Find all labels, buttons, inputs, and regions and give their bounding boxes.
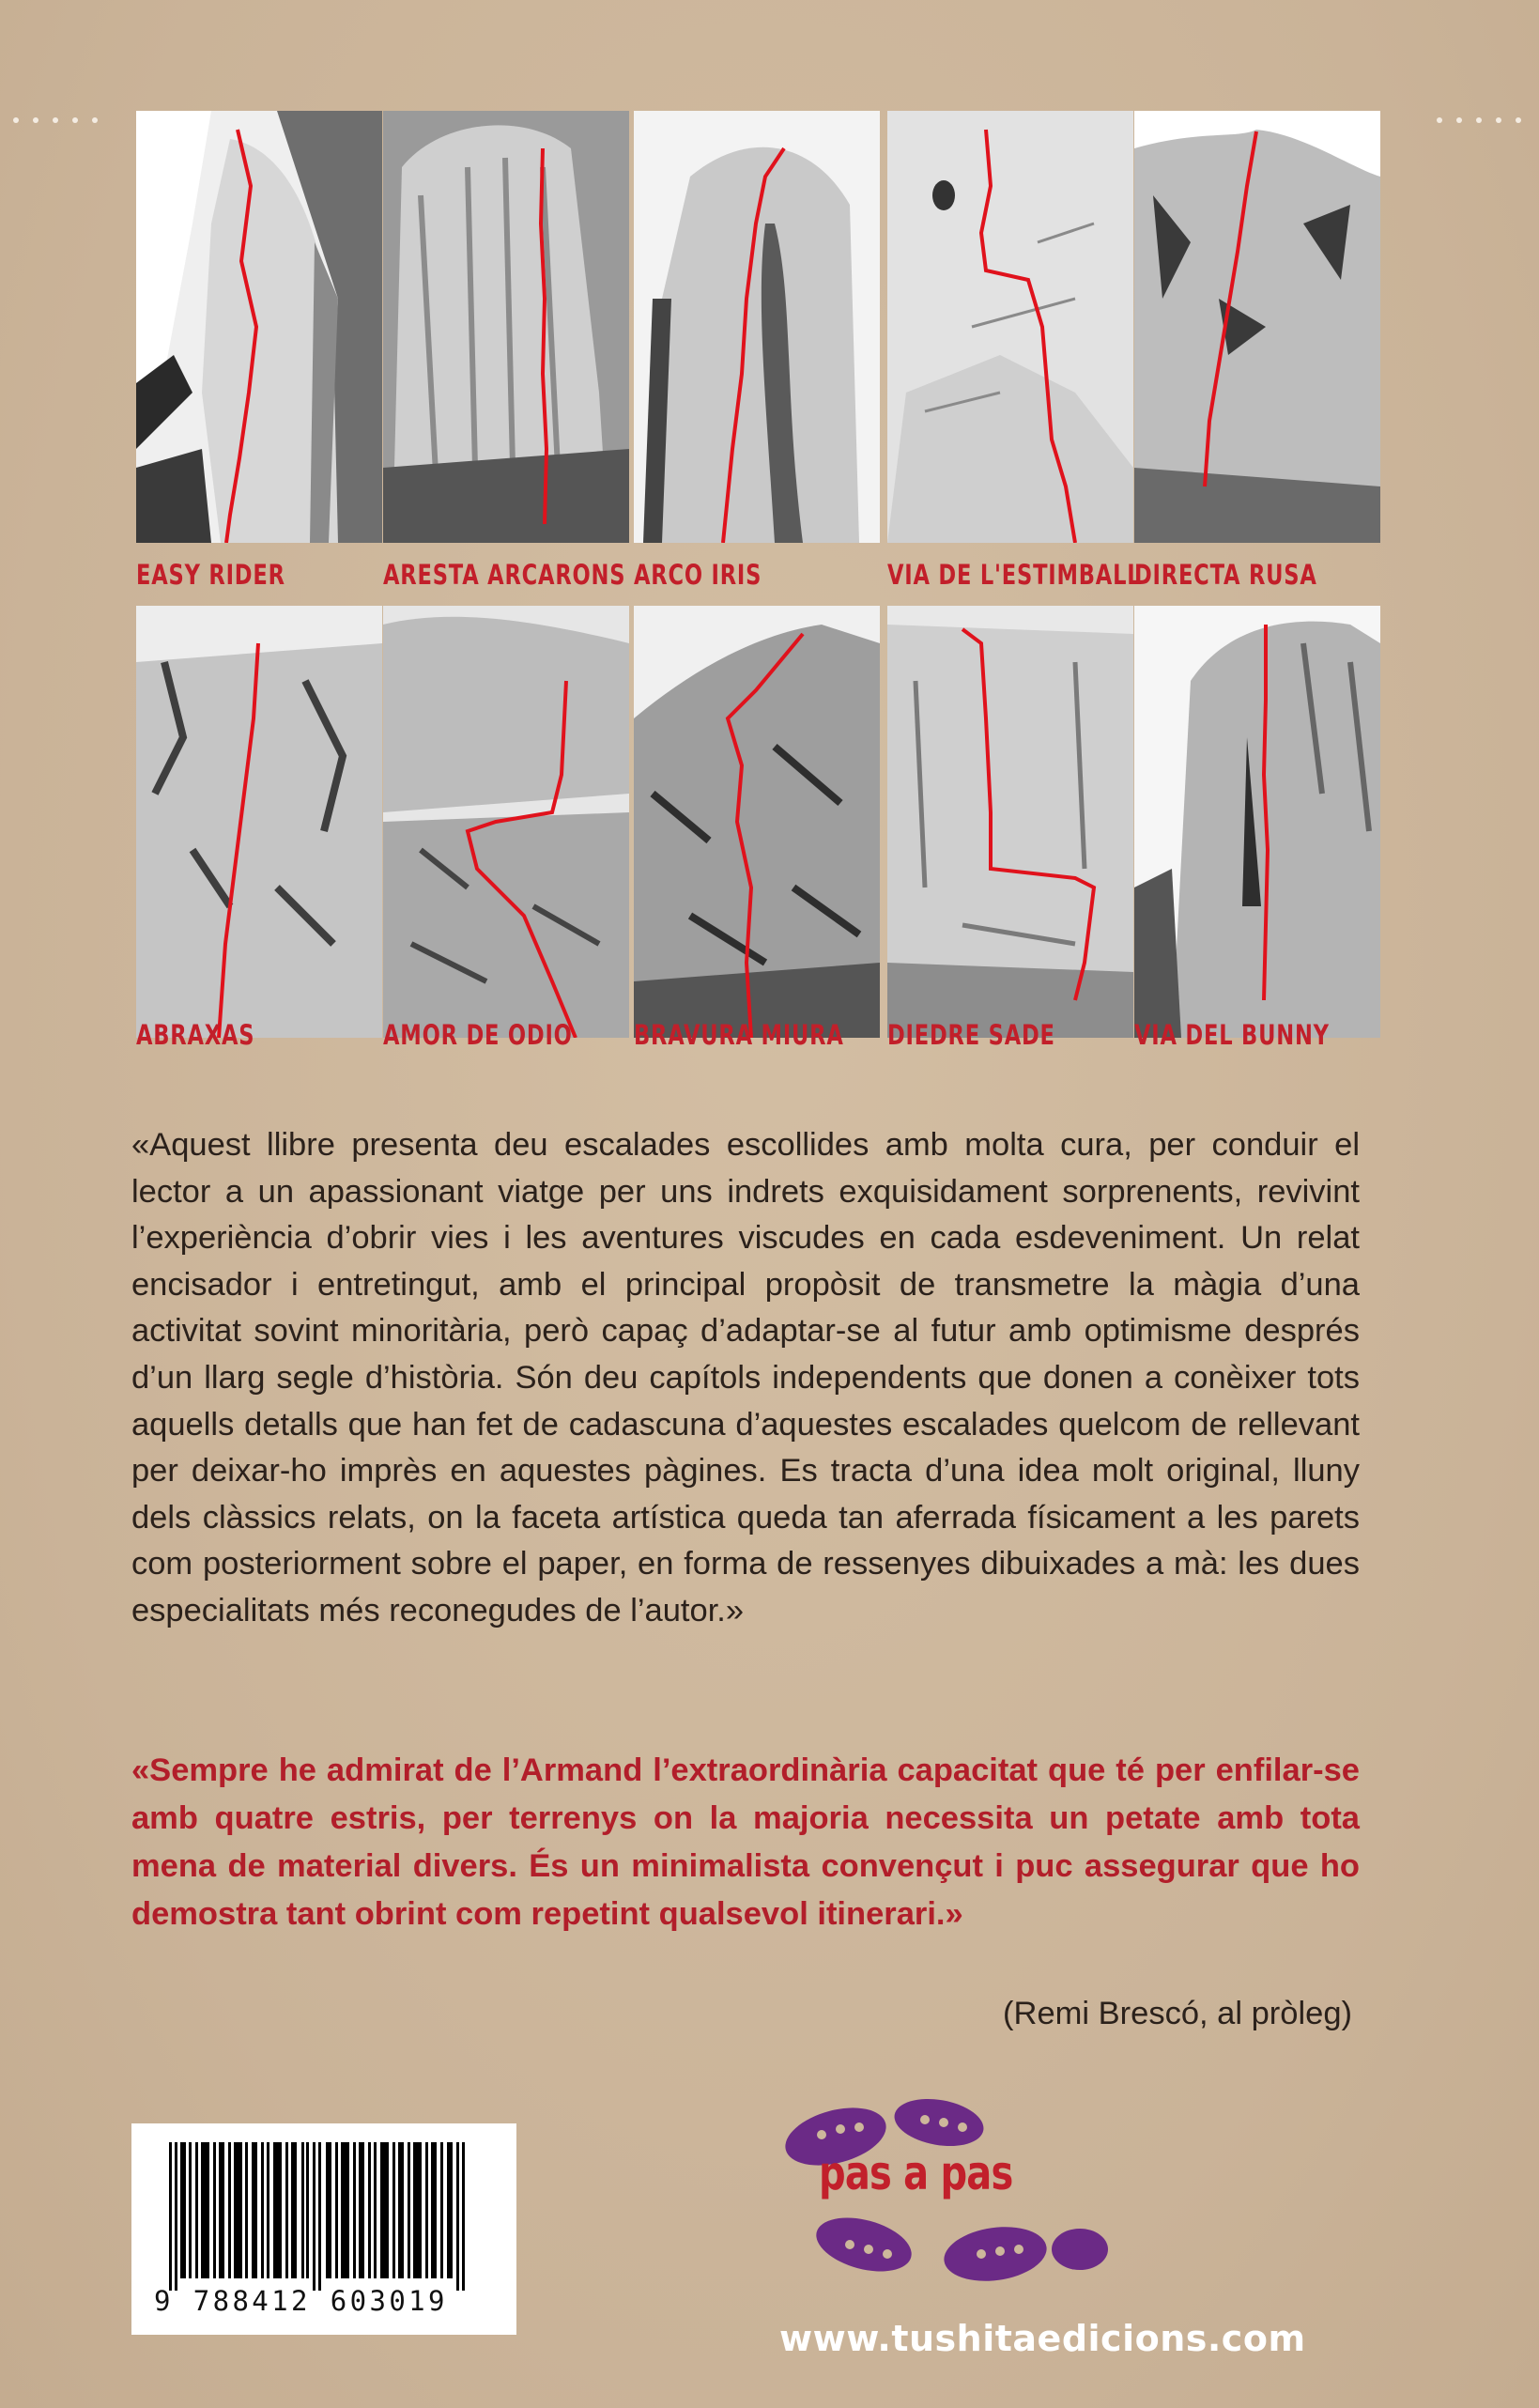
route-photo [887, 606, 1133, 1038]
route-card-directa-rusa [1134, 111, 1380, 543]
route-card-bravura-miura [634, 606, 880, 1038]
route-photo [136, 111, 382, 543]
route-label: BRAVURA MIURA [634, 1019, 844, 1051]
route-label: VIA DEL BUNNY [1134, 1019, 1330, 1051]
route-label: ARESTA ARCARONS [383, 559, 626, 591]
route-photo [634, 111, 880, 543]
route-photo [1134, 111, 1380, 543]
route-photo [136, 606, 382, 1038]
route-photo [383, 606, 629, 1038]
decorative-dots-left [13, 111, 112, 118]
route-photo [634, 606, 880, 1038]
route-card-arco-iris [634, 111, 880, 543]
prologue-quote: «Sempre he admirat de l’Armand l’extraordinària capacitat que té per enfilar-se amb quatre estris, per terrenys on la majoria necessita un petate amb tota mena de material divers. És un minimalista convençut i puc assegurar que ho demostra tant obrint com repetint qualsevol itinerari.» [131, 1752, 1360, 1932]
publisher-website[interactable]: www.tushitaedicions.com [779, 2318, 1306, 2359]
route-label: AMOR DE ODIO [383, 1019, 573, 1051]
route-label: DIRECTA RUSA [1134, 559, 1317, 591]
route-label: DIEDRE SADE [887, 1019, 1055, 1051]
isbn-barcode [131, 2123, 516, 2335]
route-photo [887, 111, 1133, 543]
route-card-aresta-arcarons [383, 111, 629, 543]
route-label: EASY RIDER [136, 559, 285, 591]
route-card-diedre-sade [887, 606, 1133, 1038]
book-description: «Aquest llibre presenta deu escalades escollides amb molta cura, per conduir el lector a un apassionant viatge per uns indrets exquisidament sorprenents, revivint l’experiència d’obrir vies i les aventures viscudes en cada esdeveniment. Un relat encisador i entretingut, amb el principal propòsit de transmetre la màgia d’una activitat sovint minoritària, però capaç d’adaptar-se al futur amb optimisme després d’un llarg segle d’història. Són deu capítols independents que donen a conèixer tots aquells detalls que han fet de cadascuna d’aquestes escalades quelcom de rellevant per deixar-ho imprès en aquestes pàgines. Es tracta d’una idea molt original, lluny dels clàssics relats, on la faceta artística queda tan aferrada físicament a les parets com posteriorment sobre el paper, en forma de ressenyes dibuixades a mà: les dues especialitats més reconegudes de l’autor.» [131, 1127, 1360, 1628]
route-label: ARCO IRIS [634, 559, 762, 591]
decorative-dots-right [1437, 111, 1535, 118]
route-photo [383, 111, 629, 543]
route-card-via-del-bunny [1134, 606, 1380, 1038]
publisher-logo-text: pas a pas [819, 2146, 1013, 2200]
isbn-number: 9 788412 603019 [154, 2285, 448, 2317]
route-label: ABRAXAS [136, 1019, 255, 1051]
route-label: VIA DE L'ESTIMBALL [887, 559, 1142, 591]
route-card-via-de-lestimball [887, 111, 1133, 543]
route-card-easy-rider [136, 111, 382, 543]
route-photo [1134, 606, 1380, 1038]
route-card-amor-de-odio [383, 606, 629, 1038]
quote-attribution: (Remi Brescó, al pròleg) [1003, 1996, 1352, 2031]
route-card-abraxas [136, 606, 382, 1038]
